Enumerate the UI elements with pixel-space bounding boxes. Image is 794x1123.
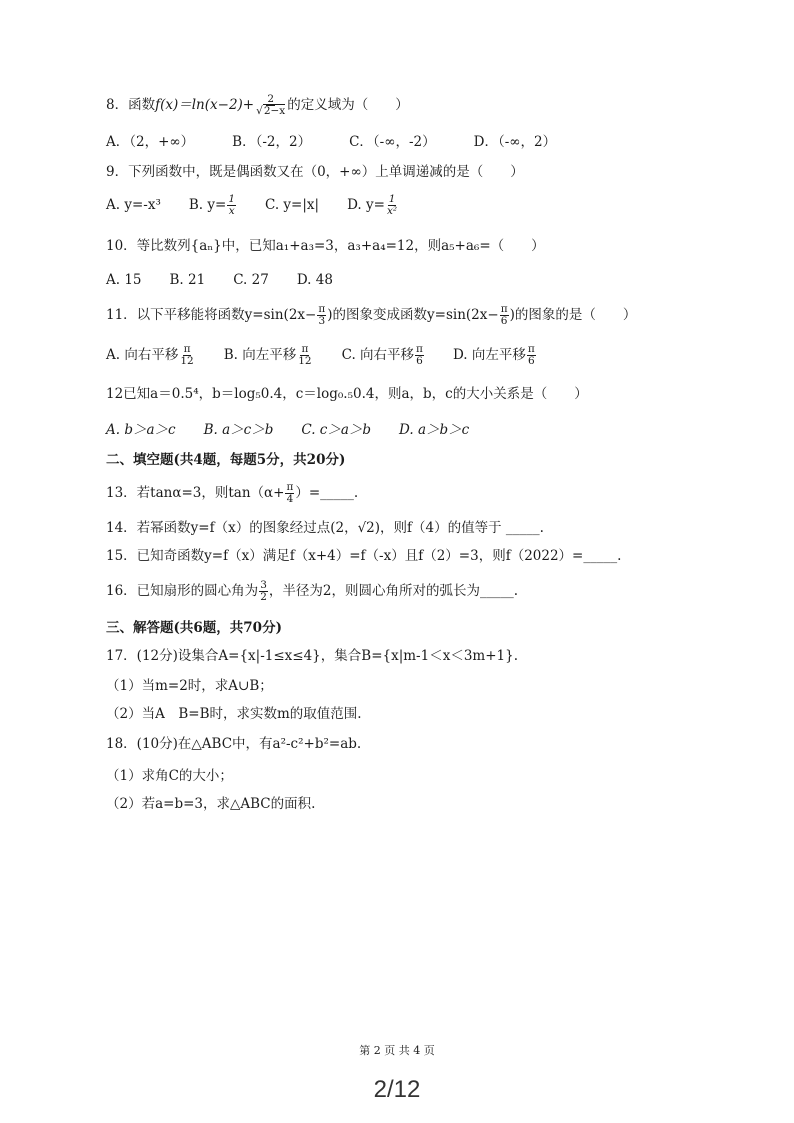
q10-option-d: D. 48 [296,272,333,288]
q10-option-c: C. 27 [233,272,269,288]
section-solutions-title: 三、解答题(共6题，共70分) [106,620,282,636]
q12-option-c: C. c＞a＞b [301,422,372,438]
q11-option-c: C. 向右平移 $\frac{\pi}{6}$ [341,343,423,367]
q10-option-b: B. 21 [169,272,206,288]
page-footer: 第 2 页 共 4 页 [359,1044,435,1057]
q8-stem-prefix: 8．函数 [106,97,156,113]
q12-option-a: A. b＞a＞c [106,422,176,438]
q9-stem: 9．下列函数中，既是偶函数又在（0，+∞）上单调递减的是（ ） [106,164,524,180]
q8-option-a: A．（2，+∞） [106,134,195,150]
q12-options [106,420,497,440]
q11-stem: 11．以下平移能将函数y=sin(2x− $\frac{\pi}{3}$ )的图象变成函数y=sin(2x− $\frac{\pi}{6}$ )的图象的是（ ） [106,303,637,327]
q8-fraction: $\frac{2}{√2-x}$ [256,93,286,117]
section-fill-in-title: 二、填空题(共4题，每题5分，共20分) [106,452,346,468]
q11-option-a: A. 向右平移 $\frac{\pi}{12}$ [106,343,194,367]
q8-option-d: D．（-∞，2） [473,134,557,150]
q8-frac-num: 2 [267,93,274,105]
q12-stem: 12已知a＝0.5⁴，b＝log₅0.4，c＝log₀.₅0.4，则a，b，c的大小关系是（ ） [106,386,588,402]
q17-stem: 17．(12分)设集合A={x|-1≤x≤4}，集合B={x|m-1＜x＜3m+1}. [106,648,518,664]
q9-options [106,194,427,217]
page-indicator: 2/12 [373,1076,421,1103]
q12-option-b: B. a＞c＞b [203,422,274,438]
q18-part1: （1）求角C的大小； [106,768,233,784]
q15: 15．已知奇函数y=f（x）满足f（x+4）=f（-x）且f（2）=3，则f（2022）=_____. [106,548,622,564]
q8-option-b: B．（-2，2） [232,134,312,150]
q9-option-d: D. y= $\frac{1}{\text{x²}}$ [347,193,398,217]
q8-function: f(x)＝ln(x−2)+ [155,97,255,113]
q8-stem-suffix: 的定义域为（ ） [287,97,409,113]
q18-part2: （2）若a=b=3，求△ABC的面积. [106,796,316,812]
q17-part1: （1）当m=2时，求A∪B； [106,678,273,694]
q11-option-d: D. 向左平移 $\frac{\pi}{6}$ [452,343,535,367]
q10-options [106,270,361,290]
q9-option-c: C. y=|x| [265,197,320,213]
q18-stem: 18．(10分)在△ABC中，有a²-c²+b²=ab. [106,736,362,752]
q12-option-d: D. a＞b＞c [399,422,470,438]
q10-option-a: A. 15 [106,272,142,288]
q16: 16．已知扇形的圆心角为 $\frac{3}{2}$ ，半径为2，则圆心角所对的弧长为_____. [106,579,519,603]
q13: 13．若tanα=3，则tan（α+ $\frac{\pi}{4}$ ）=_____. [106,481,359,505]
q14: 14．若幂函数y=f（x）的图象经过点(2，√2)，则f（4）的值等于 _____. [106,520,544,536]
q11-options [106,344,565,367]
q8-options [106,132,584,152]
q17-part2: （2）当A B=B时，求实数m的取值范围. [106,706,362,722]
q9-option-b: B. y= $\frac{1}{x}$ [188,193,235,217]
q8-option-c: C．（-∞，-2） [349,134,436,150]
q11-option-b: B. 向左平移 $\frac{\pi}{12}$ [223,343,312,367]
q9-option-a: A. y=-x³ [106,197,161,213]
q8-stem [106,94,409,117]
q10-stem: 10．等比数列{aₙ}中，已知a₁+a₃=3，a₃+a₄=12，则a₅+a₆=（ ） [106,238,545,254]
q8-frac-den: 2−x [263,105,286,117]
